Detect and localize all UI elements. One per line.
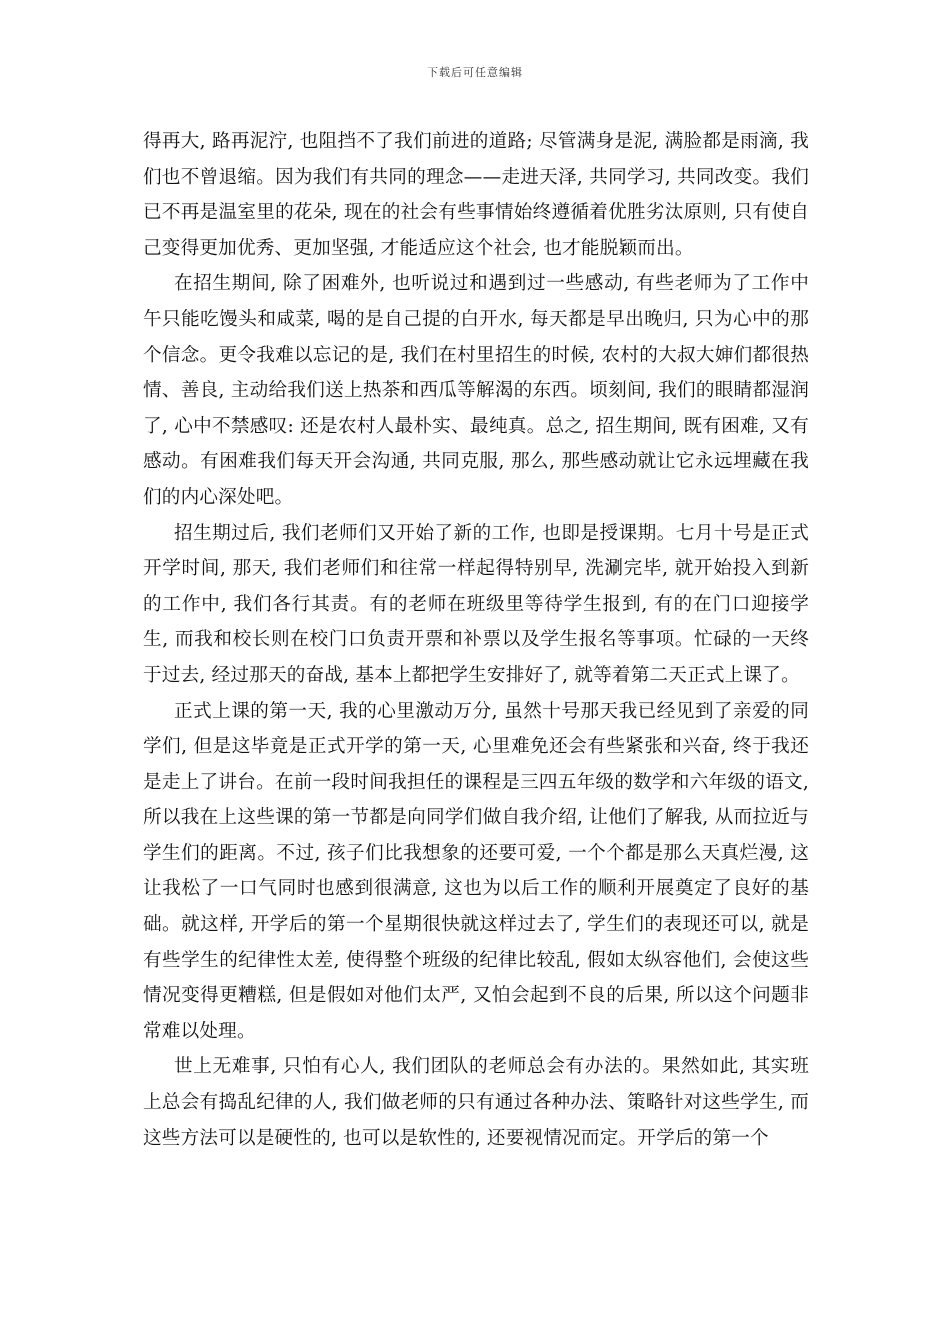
paragraph-1: 得再大, 路再泥泞, 也阻挡不了我们前进的道路; 尽管满身是泥, 满脸都是雨滴, 我们也不曾退缩。因为我们有共同的理念——走进天泽, 共同学习, 共同改变。我们已不再是温室里的花朵, 现在的社会有些事情始终遵循着优胜劣汰原则, 只有使自己变得更加优秀、更加坚强, 才能适应这个社会, 也才能脱颖而出。 [143, 131, 809, 259]
paragraph-4: 正式上课的第一天, 我的心里激动万分, 虽然十号那天我已经见到了亲爱的同学们, 但是这毕竟是正式开学的第一天, 心里难免还会有些紧张和兴奋, 终于我还是走上了讲台。在前一段时间我担任的课程是三四五年级的数学和六年级的语文, 所以我在上这些课的第一节都是向同学们做自我介绍, 让他们了解我, 从而拉近与学生们的距离。不过, 孩子们比我想象的还要可爱, 一个个都是那么天真烂漫, 这让我松了一口气同时也感到很满意, 这也为以后工作的顺利开展奠定了良好的基础。就这样, 开学后的第一个星期很快就这样过去了, 学生们的表现还可以, 就是有些学生的纪律性太差, 使得整个班级的纪律比较乱, 假如太纵容他们, 会使这些情况变得更糟糕, 但是假如对他们太严, 又怕会起到不良的后果, 所以这个问题非常难以处理。 [143, 700, 809, 1042]
page-header: 下载后可任意编辑 [427, 66, 523, 79]
document-body [143, 124, 809, 1156]
paragraph-2: 在招生期间, 除了困难外, 也听说过和遇到过一些感动, 有些老师为了工作中午只能吃馒头和咸菜, 喝的是自己提的白开水, 每天都是早出晚归, 只为心中的那个信念。更令我难以忘记的是, 我们在村里招生的时候, 农村的大叔大婶们都很热情、善良, 主动给我们送上热茶和西瓜等解渴的东西。顷刻间, 我们的眼睛都湿润了, 心中不禁感叹: 还是农村人最朴实、最纯真。总之, 招生期间, 既有困难, 又有感动。有困难我们每天开会沟通, 共同克服, 那么, 那些感动就让它永远埋藏在我们的内心深处吧。 [143, 273, 809, 508]
paragraph-5: 世上无难事, 只怕有心人, 我们团队的老师总会有办法的。果然如此, 其实班上总会有捣乱纪律的人, 我们做老师的只有通过各种办法、策略针对这些学生, 而这些方法可以是硬性的, 也可以是软性的, 还要视情况而定。开学后的第一个 [143, 1056, 809, 1149]
paragraph-3: 招生期过后, 我们老师们又开始了新的工作, 也即是授课期。七月十号是正式开学时间, 那天, 我们老师们和往常一样起得特别早, 洗涮完毕, 就开始投入到新的工作中, 我们各行其责。有的老师在班级里等待学生报到, 有的在门口迎接学生, 而我和校长则在校门口负责开票和补票以及学生报名等事项。忙碌的一天终于过去, 经过那天的奋战, 基本上都把学生安排好了, 就等着第二天正式上课了。 [143, 522, 809, 686]
